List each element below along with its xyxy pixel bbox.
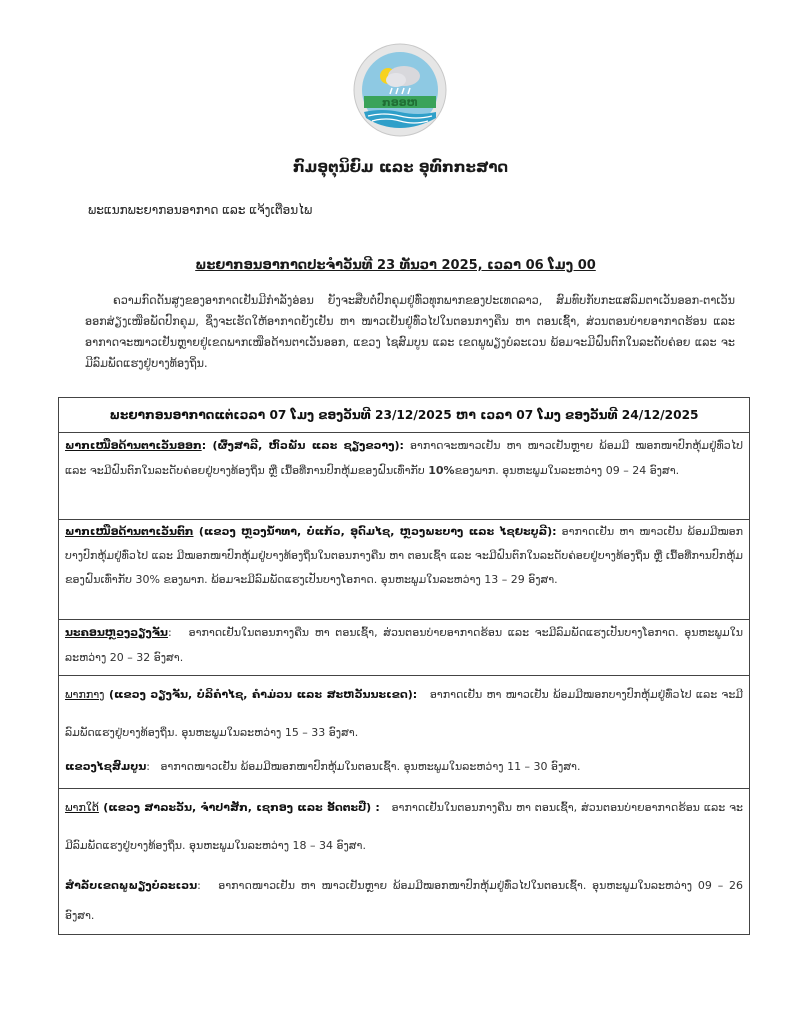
region-name: ພາກໃຕ້ [65, 801, 99, 814]
table-row [59, 676, 750, 789]
region-forecast-cell: ພາກກາງ (ແຂວງ ວຽງຈັນ, ບໍລິຄຳໄຊ, ຄຳມ່ວນ ແລະ ສະຫວັນນະເຂດ): ອາກາດເຢັນ ຫາ ໜາວເຢັນ ພ້ອມມີໝອກບາງປົກຫຸ້ມຢູ່ທົ່ວໄປ ແລະ ຈະມີ ລົມພັດແຮງຢູ່ບາງທ້ອງຖິ່ນ. ອຸນຫະພູມໃນລະຫວ່າງ 15 – 33 ອົງສາ. ແຂວງໄຊສົມບູນ: ອາກາດໜາວເຢັນ ພ້ອມມີໝອກໜາປົກຫຸ້ມໃນຕອນເຊົ້າ. ອຸນຫະພູມໃນລະຫວ່າງ 11 – 30 ອົງສາ. [59, 676, 750, 789]
department-logo [352, 42, 448, 138]
sub-region-forecast-text: ອາກາດໜາວເຢັນ ພ້ອມມີໝອກໜາປົກຫຸ້ມໃນຕອນເຊົ້າ. ອຸນຫະພູມໃນລະຫວ່າງ 11 – 30 ອົງສາ. [160, 760, 581, 773]
region-forecast-text: ອາກາດເຢັນໃນຕອນກາງຄືນ ຫາ ຕອນເຊົ້າ, ສ່ວນຕອນບ່າຍອາກາດຮ້ອນ ແລະ ຈະມີລົມພັດແຮງຢູ່ບາງທ້ອງຖິ່ນ. ອຸນຫະພູມໃນລະຫວ່າງ 18 – 34 ອົງສາ. [65, 801, 743, 852]
region-provinces: : (ຜົ້ງສາລີ, ຫົວພັນ ແລະ ຊຽງຂວາງ): [201, 439, 404, 452]
region-forecast-text-2: ຂອງພາກ. ອຸນຫະພູມໃນລະຫວ່າງ 09 – 24 ອົງສາ. [454, 464, 680, 477]
table-row [59, 520, 750, 620]
sub-region-forecast-text: ອາກາດໜາວເຢັນ ຫາ ໜາວເຢັນຫຼາຍ ພ້ອມມີໝອກໜາປົກຫຸ້ມຢູ່ທົ່ວໄປໃນຕອນເຊົ້າ. ອຸນຫະພູມໃນລະຫວ່າງ 09 – 26 ອົງສາ. [65, 879, 743, 922]
svg-text:ກອອຫ: ກອອຫ [382, 96, 418, 109]
region-name: ນະຄອນຫຼວງວຽງຈັນ [65, 626, 168, 639]
region-forecast-text-2: ຂອງພາກ. ພ້ອມຈະມີລົມພັດແຮງເປັນບາງໂອກາດ. ອຸນຫະພູມໃນລະຫວ່າງ 13 – 29 ອົງສາ. [159, 573, 558, 586]
organization-title: ກົມອຸຕຸນິຍົມ ແລະ ອຸທົກກະສາດ [292, 158, 509, 176]
region-forecast-text: ອາກາດເຢັນ ຫາ ໜາວເຢັນ ພ້ອມມີໝອກບາງປົກຫຸ້ມຢູ່ທົ່ວໄປ ແລະ ມີໝອກໜາປົກຫຸ້ມຢູ່ບາງທ້ອງຖິ່ນໃນຕອນກາງຄືນ ຫາ ຕອນເຊົ້າ ແລະ ຈະມີຝົນຕົກໃນລະດັບຄ່ອຍຢູ່ບາງທ້ອງຖິ່ນ ຫຼື ເນື້ອທີ່ການປົກຫຸ້ມຂອງຝົນເທົ່າກັບ [65, 525, 743, 586]
forecast-title: ພະຍາກອນອາກາດປະຈຳວັນທີ 23 ທັນວາ 2025, ເວລາ 06 ໂມງ 00 [195, 258, 596, 273]
weather-cloud-rain-sun-icon [352, 42, 448, 138]
region-forecast-cell: ພາກໃຕ້ (ແຂວງ ສາລະວັນ, ຈຳປາສັກ, ເຊກອງ ແລະ ອັດຕະປື) : ອາກາດເຢັນໃນຕອນກາງຄືນ ຫາ ຕອນເຊົ້າ, ສ່ວນຕອນບ່າຍອາກາດຮ້ອນ ແລະ ຈະມີລົມພັດແຮງຢູ່ບາງທ້ອງຖິ່ນ. ອຸນຫະພູມໃນລະຫວ່າງ 18 – 34 ອົງສາ. ສຳລັບເຂດພູພຽງບໍລະເວນ: ອາກາດໜາວເຢັນ ຫາ ໜາວເຢັນຫຼາຍ ພ້ອມມີໝອກໜາປົກຫຸ້ມຢູ່ທົ່ວໄປໃນຕອນເຊົ້າ. ອຸນຫະພູມໃນລະຫວ່າງ 09 – 26 ອົງສາ. [59, 789, 750, 935]
region-forecast-cell [59, 433, 750, 520]
region-forecast-cell [59, 620, 750, 676]
region-name: ພາກເໜືອດ້ານຕາເວັນອອກ [65, 439, 202, 452]
forecast-table [58, 397, 750, 935]
region-name: ພາກເໜືອດ້ານຕາເວັນຕົກ [65, 525, 194, 538]
region-provinces: : [167, 626, 172, 639]
department-name: ພະແນກພະຍາກອນອາກາດ ແລະ ແຈ້ງເຕືອນໄພ [88, 203, 313, 217]
forecast-period-header: ພະຍາກອນອາກາດແຕ່ເວລາ 07 ໂມງ ຂອງວັນທີ 23/12/2025 ຫາ ເວລາ 07 ໂມງ ຂອງວັນທີ 24/12/2025 [59, 398, 750, 433]
region-provinces: (ແຂວງ ຫຼວງນ້ຳທາ, ບໍ່ແກ້ວ, ອຸດົມໄຊ, ຫຼວງພະບາງ ແລະ ໄຊຍະບູລີ): [193, 525, 557, 538]
table-row [59, 789, 750, 935]
region-provinces: (ແຂວງ ສາລະວັນ, ຈຳປາສັກ, ເຊກອງ ແລະ ອັດຕະປື) : [98, 801, 380, 814]
rain-coverage-percent: 30% [135, 573, 160, 586]
region-name: ພາກກາງ [65, 688, 105, 701]
table-row [59, 433, 750, 520]
region-forecast-text: ອາກາດເຢັນ ຫາ ໜາວເຢັນ ພ້ອມມີໝອກບາງປົກຫຸ້ມຢູ່ທົ່ວໄປ ແລະ ຈະມີ ລົມພັດແຮງຢູ່ບາງທ້ອງຖິ່ນ. ອຸນຫະພູມໃນລະຫວ່າງ 15 – 33 ອົງສາ. [65, 688, 743, 739]
rain-coverage-percent: 10% [428, 464, 455, 477]
region-forecast-text: ອາກາດຈະໜາວເຢັນ ຫາ ໜາວເຢັນຫຼາຍ ພ້ອມມີ ໝອກໜາປົກຫຸ້ມຢູ່ທົ່ວໄປ ແລະ ຈະມີຝົນຕົກໃນລະດັບຄ່ອຍຢູ່ບາງທ້ອງຖິ່ນ ຫຼື ເນື້ອທີ່ການປົກຫຸ້ມຂອງຝົນເທົ່າກັບ [65, 439, 743, 477]
table-row [59, 620, 750, 676]
sub-region-name: ແຂວງໄຊສົມບູນ [65, 760, 147, 773]
region-forecast-text: ອາກາດເຢັນໃນຕອນກາງຄືນ ຫາ ຕອນເຊົ້າ, ສ່ວນຕອນບ່າຍອາກາດຮ້ອນ ແລະ ຈະມີລົມພັດແຮງເປັນບາງໂອກາດ. ອຸນຫະພູມໃນລະຫວ່າງ 20 – 32 ອົງສາ. [65, 626, 743, 664]
forecast-intro-paragraph: ຄວາມກົດດັນສູງຂອງອາກາດເຢັນມີກຳລັງອ່ອນ ຍັງຈະສືບຕໍ່ປົກຄຸມຢູ່ທົ່ວທຸກພາກຂອງປະເທດລາວ, ສົມທົບກັບກະແສລົມຕາເວັນອອກ-ຕາເວັນອອກສ່ຽງເໜືອພັດປົກຄຸມ, ຊຶ່ງຈະເຮັດໃຫ້ອາກາດຍັງເຢັນ ຫາ ໜາວເຢັນຢູ່ທົ່ວໄປໃນຕອນກາງຄືນ ຫາ ຕອນເຊົ້າ, ສ່ວນຕອນບ່າຍອາກາດຮ້ອນ ແລະ ອາກາດຈະໜາວເຢັນຫຼາຍຢູ່ເຂດພາກເໜືອດ້ານຕາເວັນອອກ, ແຂວງ ໄຊສົມບູນ ແລະ ເຂດພູພຽງບໍລະເວນ ພ້ອມຈະມີຝົນຕົກໃນລະດັບຄ່ອຍ ແລະ ຈະມີລົມພັດແຮງຢູ່ບາງທ້ອງຖິ່ນ. [85, 294, 735, 370]
sub-region-name: ສຳລັບເຂດພູພຽງບໍລະເວນ [65, 879, 198, 892]
region-forecast-cell [59, 520, 750, 620]
region-provinces: (ແຂວງ ວຽງຈັນ, ບໍລິຄຳໄຊ, ຄຳມ່ວນ ແລະ ສະຫວັນນະເຂດ): [104, 688, 418, 701]
